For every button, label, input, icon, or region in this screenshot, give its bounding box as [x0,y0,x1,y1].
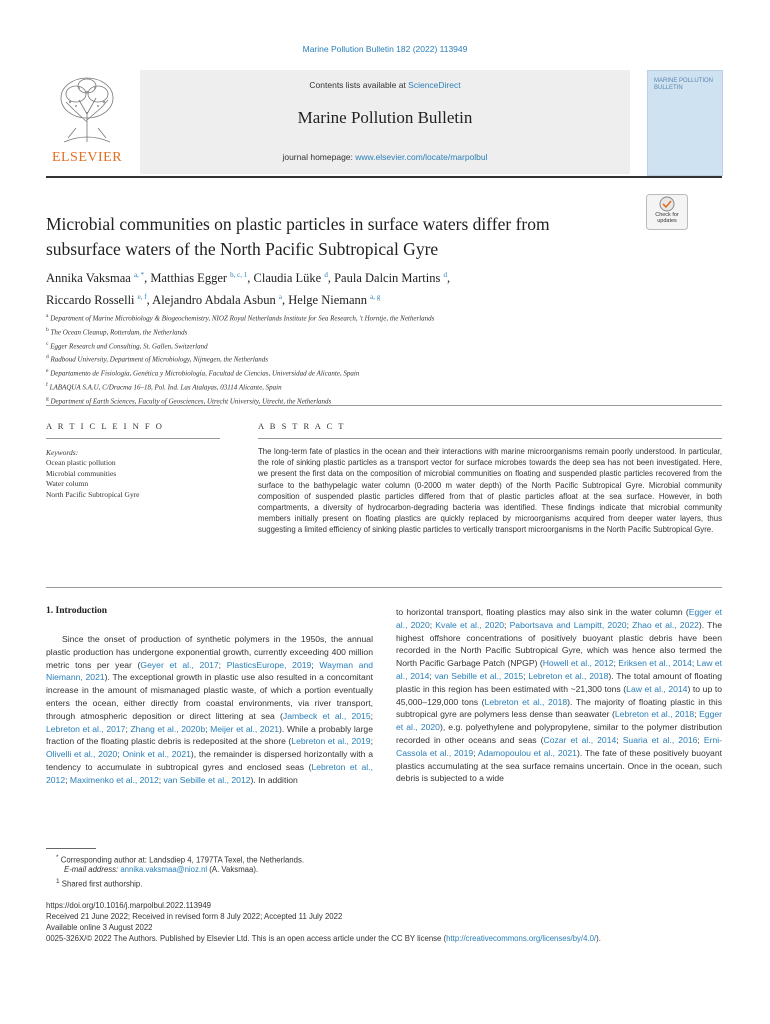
affiliation-item: $^b$ The Ocean Cleanup, Rotterdam, the Netherlands [46,326,188,337]
citation-link[interactable]: Geyer et al., 2017 [140,659,219,670]
body-text: ; [205,723,211,734]
author-affil-mark[interactable]: a, g [370,293,381,302]
body-text: ). The exceptional growth in plastic use also resulted in a concomitant increase in the amount of mismanaged plastic waste, of which a portion eventually enters the ocean, either directly from coastal environments, via river transport, through atmospheric deposition or direct littering at sea ( [46,672,373,721]
body-text: ), the remainder is dispersed horizontally with a tendency to accumulate in subtropical gyres and enclosed seas ( [46,749,373,772]
body-text: ). In addition [250,774,298,785]
body-text: to horizontal transport, floating plastics may also sink in the water column ( [396,607,689,617]
cover-title: MARINE POLLUTION BULLETIN [654,78,714,91]
authors-line-1: Annika Vaksmaa $^{a, *}$, Matthias Egger $^{b, c, 1}$, Claudia Lüke $^d$, Paula Dalcin Martins $^d$, [46,271,451,286]
author-name[interactable]: Matthias Egger [150,271,228,286]
body-text: ; [613,658,619,669]
author-name[interactable]: Alejandro Abdala Asbun [152,293,276,308]
keyword-item: Water column [46,479,89,488]
author-affil-mark[interactable]: e, f [137,293,147,302]
body-text: ). The fate of these positively buoyant plastics accumulating at the sea surface remains uncertain. Once in the ocean, such debris is subjected to a wide [396,747,722,784]
author-list [46,266,726,310]
affiliation-item: $^e$ Departamento de Fisiología, Genética y Microbiología, Facultad de Ciencias, Universidad de Alicante, Spain [46,368,360,378]
citation-link[interactable]: Zhao et al., 2022 [632,619,699,630]
info-mid-rule [46,438,220,439]
citation-link[interactable]: van Sebille et al., 2012 [163,774,251,785]
citation-link[interactable]: Lebreton et al., 2018 [614,709,695,720]
citation-link[interactable]: Suaria et al., 2016 [622,734,698,745]
authors-line-2: Riccardo Rosselli $^{e, f}$, Alejandro Abdala Asbun $^a$, Helge Niemann $^{a, g}$ [46,293,381,308]
citation-link[interactable]: Zhang et al., 2020b [130,723,206,734]
body-text: ; [370,736,373,747]
body-text: ; [616,734,623,745]
citation-link[interactable]: Kvale et al., 2020 [435,619,505,630]
body-text: ; [117,749,123,760]
citation-link[interactable]: Cozar et al., 2014 [543,734,617,745]
citation-link[interactable]: Lebreton et al., 2012 [46,761,373,785]
author-affil-mark[interactable]: d [324,271,328,279]
citation-link[interactable]: Pabortsava and Lampitt, 2020 [509,619,627,630]
article-info-heading: A R T I C L E I N F O [46,421,164,431]
keywords-heading: Keywords: [46,448,79,457]
citation-link[interactable]: Maximenko et al., 2012 [69,774,159,785]
journal-citation[interactable]: Marine Pollution Bulletin 182 (2022) 113949 [302,44,468,54]
citation-link[interactable]: Adamopoulou et al., 2021 [477,747,577,758]
body-text: ). The highest offshore concentrations of positively buoyant plastic debris have been recorded in the North Pacific Subtropical Gyre, which was hence also termed the North Pacific Garbage Patch (NPGP) ( [396,619,722,669]
body-text: ; [504,619,510,630]
journal-homepage: journal homepage: www.elsevier.com/locate/marpolbul [282,152,488,162]
contents-available: Contents lists available at ScienceDirect [309,80,461,90]
abstract-top-rule [258,405,722,406]
body-text: ; [523,670,529,681]
affiliation-item: $^f$ LABAQUA S.A.U, C/Dracma 16–18, Pol. Ind. Las Atalayas, 03114 Alicante, Spain [46,382,282,392]
citation-link[interactable]: Wayman and Niemann, 2021 [46,659,374,683]
author-name[interactable]: Riccardo Rosselli [46,293,135,308]
body-text: ). While a probably large fraction of the floating plastic debris is redeposited at the shore ( [46,723,373,747]
info-top-rule [46,405,220,406]
citation-link[interactable]: Law et al., 2014 [396,658,723,681]
abstract-text: The long-term fate of plastics in the ocean and their interactions with marine microorganisms remain poorly understood. In particular, the role of sinking plastic particles as a transport vector for surface microbes towards the deep sea has not been investigated. Here, we present the first data on the composition of microbial communities on floating and suspended plastic particles recovered from the surface to the bathypelagic water column (0-2000 m water depth) of the North Pacific Subtropical Gyre. Microbial community composition of suspended plastic particles differed from that of plastic particles afloat at the sea surface. However, in both compartments, a diversity of hydrocarbon-degrading bacteria was identified. These findings indicate that microbial community members initially present on floating plastics are quickly replaced by microorganisms acquired from deeper water layers, thus suggesting a limited efficiency of sinking plastic particles to vertically transport microorganisms in the North Pacific Subtropical Gyre. [258,447,722,535]
introduction-heading: 1. Introduction [46,606,108,616]
body-text: ; [429,619,436,630]
body-text: ; [691,658,697,669]
footnote-corresponding: * Corresponding author at: Landsdiep 4, 1797TA Texel, the Netherlands. [56,854,305,865]
citation-link[interactable]: PlasticsEurope, 2019 [226,659,312,670]
citation-link[interactable]: Meijer et al., 2021 [210,723,280,734]
author-name[interactable]: Helge Niemann [288,293,368,308]
body-text: ; [218,659,227,670]
citation-link[interactable]: Lebreton et al., 2018 [528,670,609,681]
body-text: ; [311,659,320,670]
citation-link[interactable]: Egger et al., 2020 [396,607,722,630]
journal-title: Marine Pollution Bulletin [297,108,473,127]
abstract-bottom-rule [46,587,722,588]
doi-link[interactable]: https://doi.org/10.1016/j.marpolbul.2022.113949 [46,901,212,910]
author-affil-mark[interactable]: a, * [133,271,145,279]
license-link[interactable]: http://creativecommons.org/licenses/by/4.0/ [446,934,597,943]
citation-link[interactable]: Lebreton et al., 2018 [484,696,568,707]
citation-link[interactable]: Erni-Cassola et al., 2019 [396,734,722,758]
body-text: ; [429,670,435,681]
author-name[interactable]: Paula Dalcin Martins [334,271,441,286]
citation-link[interactable]: Jambeck et al., 2015 [282,710,371,721]
footnote-rule [46,848,96,849]
body-text: ; [65,774,70,785]
body-text: ; [694,709,700,720]
citation-link[interactable]: Onink et al., 2021 [122,749,191,760]
article-title: Microbial communities on plastic particles in surface waters differ from subsurface waters of the North Pacific Subtropical Gyre [46,214,550,259]
citation-link[interactable]: Egger et al., 2020 [396,709,722,733]
author-name[interactable]: Annika Vaksmaa [46,271,131,286]
body-text: ; [473,747,478,758]
homepage-link[interactable]: www.elsevier.com/locate/marpolbul [355,152,488,162]
citation-link[interactable]: Lebreton et al., 2019 [291,736,371,747]
body-text: Since the onset of production of synthetic polymers in the 1950s, the annual plastic production has undergone exponential growth, currently exceeding 400 million metric tons per year ( [46,634,373,670]
citation-link[interactable]: Lebreton et al., 2017 [46,723,126,734]
affiliation-item: $^g$ Department of Earth Sciences, Faculty of Geosciences, Utrecht University, Utrecht, the Netherlands [46,395,332,406]
citation-link[interactable]: Eriksen et al., 2014 [618,658,692,669]
affiliation-item: $^a$ Department of Marine Microbiology & Biogeochemistry, NIOZ Royal Netherlands Institute for Sea Research, 't Horntje, the Netherlands [46,313,435,323]
body-column-left [46,633,373,787]
abstract-heading: A B S T R A C T [258,421,346,431]
publisher-name: ELSEVIER [51,150,123,165]
affiliation-item: $^d$ Radboud University, Department of Microbiology, Nijmegen, the Netherlands [46,354,268,364]
citation-link[interactable]: Howell et al., 2012 [542,658,614,669]
keyword-item: Microbial communities [46,468,117,478]
body-text: ). The majority of floating plastic in this subtropical gyre are polymers less dense than seawater ( [396,696,723,720]
author-name[interactable]: Claudia Lüke [253,271,322,286]
header-divider [46,176,722,178]
body-text: ; [370,710,373,721]
body-text: ). The total amount of floating plastic in this region has been estimated with ~21,300 tons ( [396,670,722,694]
check-for-updates-label[interactable]: Check for updates [655,212,679,224]
footnote-email: E-mail address: annika.vaksmaa@nioz.nl (A. Vaksmaa). [64,865,259,874]
keyword-list [46,458,140,500]
available-online: Available online 3 August 2022 [46,923,153,932]
keyword-item: North Pacific Subtropical Gyre [46,489,140,499]
affiliation-list [46,311,726,408]
citation-link[interactable]: Olivelli et al., 2020 [46,749,118,760]
keyword-item: Ocean plastic pollution [46,458,116,467]
body-text: ) to up to 45,000–129,000 tons ( [396,683,723,707]
citation-link[interactable]: Law et al., 2014 [626,683,688,694]
affiliation-item: $^c$ Egger Research and Consulting, St. Gallen, Switzerland [46,340,208,350]
author-affil-mark[interactable]: a [278,293,282,302]
sciencedirect-link[interactable]: ScienceDirect [408,80,461,90]
body-text: ; [158,774,164,785]
body-text: ), e.g. polyethylene and polypropylene, similar to the polymer distribution recorded in other oceans and seas ( [396,722,722,745]
body-column-right [396,606,722,785]
body-text: ; [125,723,131,734]
email-link[interactable]: annika.vaksmaa@nioz.nl [120,865,208,874]
author-affil-mark[interactable]: b, c, 1 [230,271,248,279]
footnote-shared: $^1$ Shared first authorship. [56,878,143,889]
author-affil-mark[interactable]: d [443,271,447,279]
citation-link[interactable]: van Sebille et al., 2015 [434,670,524,681]
abstract-mid-rule [258,438,722,439]
body-text: ; [626,619,633,630]
received-dates: Received 21 June 2022; Received in revised form 8 July 2022; Accepted 11 July 2022 [46,912,343,921]
body-text: ; [697,734,704,745]
license-line: 0025-326X/© 2022 The Authors. Published by Elsevier Ltd. This is an open access article under the CC BY license (http://creativecommons.org/licenses/by/4.0/). [46,934,601,943]
